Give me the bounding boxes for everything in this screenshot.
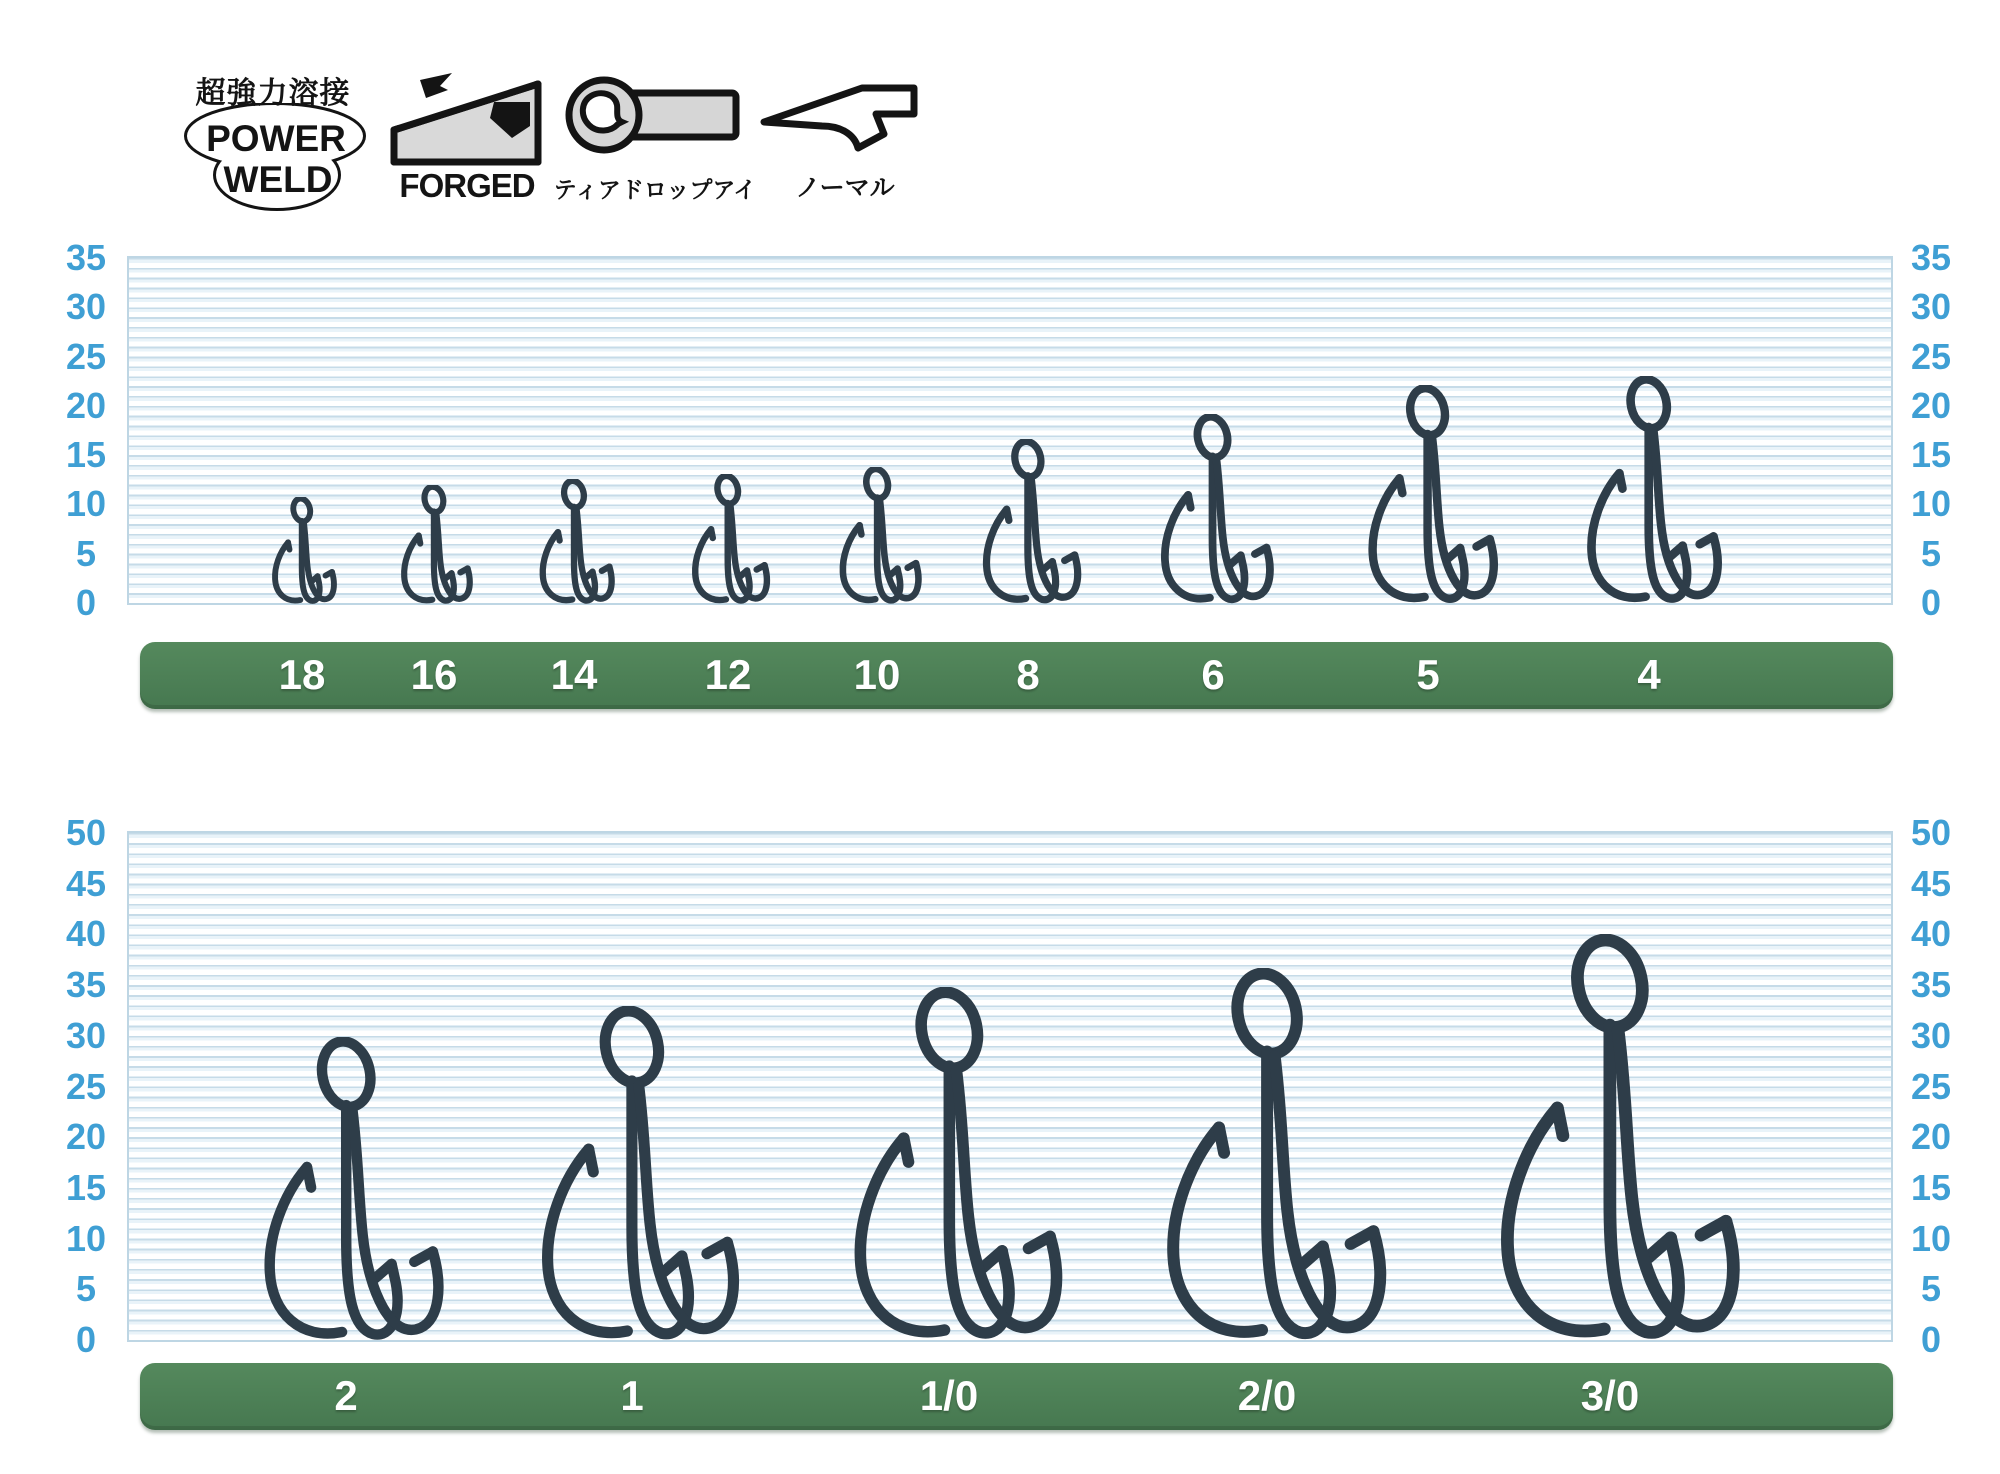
ruler-tick-label: 10 [65, 483, 107, 525]
treble-hook-size-8 [971, 439, 1082, 617]
ruler-tick-label: 10 [65, 1217, 107, 1259]
ruler-tick-label: 30 [1910, 286, 1952, 328]
treble-hook-size-12 [683, 474, 771, 614]
hook-size-label: 2 [334, 1372, 358, 1419]
ruler-tick-label: 10 [1910, 483, 1952, 525]
ruler-tick-label: 35 [1910, 237, 1952, 278]
teardrop-eye-caption: ティアドロップアイ [553, 176, 757, 203]
hook-size-label: 1/0 [919, 1372, 979, 1419]
treble-hook-size-16 [393, 485, 473, 613]
ruler-tick-label: 0 [1920, 581, 1942, 623]
ruler-tick-label: 40 [65, 913, 107, 955]
ruler-tick-label: 20 [65, 1116, 107, 1158]
treble-hook-size-1 [516, 1006, 743, 1370]
ruler-tick-label: 25 [1910, 335, 1952, 377]
normal-point-icon [760, 80, 925, 160]
normal-point-caption: ノーマル [795, 174, 895, 202]
treble-hook-size-1-0 [827, 987, 1067, 1371]
ruler-tick-label: 15 [1910, 1166, 1952, 1208]
treble-hook-size-4 [1570, 376, 1724, 623]
treble-hook-size-3-0 [1469, 934, 1745, 1376]
treble-hook-size-2-0 [1138, 968, 1391, 1373]
hook-size-label: 8 [1016, 651, 1040, 698]
ruler-tick-label: 0 [1920, 1319, 1942, 1360]
ruler-tick-label: 15 [65, 434, 107, 476]
hook-size-label: 6 [1201, 651, 1225, 698]
ruler-tick-label: 20 [1910, 1116, 1952, 1158]
hook-size-label: 5 [1416, 651, 1440, 698]
hook-size-label: 3/0 [1580, 1372, 1640, 1419]
ruler-tick-label: 35 [65, 964, 107, 1006]
forged-caption: FORGED [399, 167, 535, 204]
ruler-tick-label: 25 [1910, 1065, 1952, 1107]
ruler-tick-label: 30 [1910, 1014, 1952, 1056]
treble-hook-size-14 [531, 479, 615, 614]
ruler-tick-label: 40 [1910, 913, 1952, 955]
ruler-tick-label: 50 [1910, 812, 1952, 853]
treble-hook-size-10 [830, 467, 922, 615]
ruler-tick-label: 5 [1920, 1268, 1942, 1310]
ruler-tick-label: 20 [65, 384, 107, 426]
ruler-tick-label: 30 [65, 286, 107, 328]
ruler-tick-label: 10 [1910, 1217, 1952, 1259]
treble-hook-size-2 [241, 1037, 447, 1367]
treble-hook-size-5 [1352, 385, 1500, 622]
power-weld-line2: WELD [223, 159, 333, 200]
ruler-tick-label: 35 [65, 237, 107, 278]
power-weld-jp-caption: 超強力溶接 [195, 77, 351, 110]
ruler-tick-label: 45 [65, 862, 107, 904]
hook-size-label: 1 [620, 1372, 644, 1419]
ruler-tick-label: 15 [65, 1166, 107, 1208]
hook-size-label: 16 [410, 651, 458, 698]
ruler-tick-label: 50 [65, 812, 107, 853]
power-weld-line1: POWER [206, 118, 346, 159]
ruler-tick-label: 20 [1910, 384, 1952, 426]
ruler-tick-label: 25 [65, 335, 107, 377]
hook-size-label: 10 [853, 651, 901, 698]
forged-icon [390, 72, 542, 168]
ruler-tick-label: 15 [1910, 434, 1952, 476]
hook-size-label: 18 [278, 651, 326, 698]
treble-hook-size-18 [265, 497, 337, 612]
ruler-tick-label: 25 [65, 1065, 107, 1107]
ruler-tick-label: 5 [75, 532, 97, 574]
ruler-tick-label: 5 [1920, 532, 1942, 574]
hook-size-label: 2/0 [1237, 1372, 1297, 1419]
ruler-tick-label: 45 [1910, 862, 1952, 904]
hook-size-label: 4 [1637, 651, 1661, 698]
treble-hook-size-6 [1147, 414, 1275, 620]
ruler-tick-label: 0 [75, 581, 97, 623]
hook-size-label: 12 [704, 651, 752, 698]
teardrop-eye-icon [562, 74, 744, 158]
ruler-tick-label: 35 [1910, 964, 1952, 1006]
ruler-tick-label: 5 [75, 1268, 97, 1310]
hook-size-label: 14 [550, 651, 598, 698]
ruler-tick-label: 30 [65, 1014, 107, 1056]
ruler-tick-label: 0 [75, 1319, 97, 1360]
